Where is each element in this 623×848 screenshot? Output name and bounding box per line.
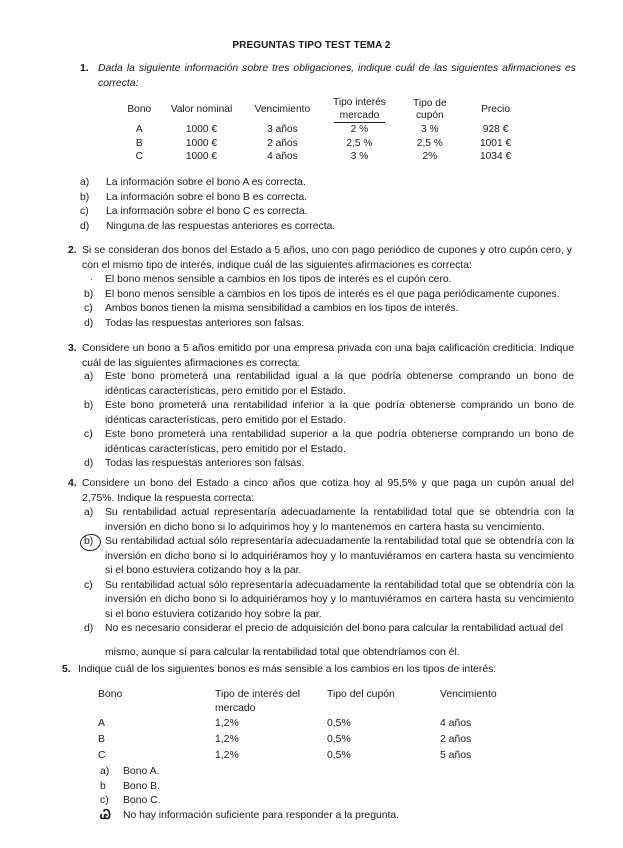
option-4d-continuation — [84, 646, 574, 661]
option-text: Bono A. — [123, 766, 160, 777]
option-text: Este bono prometerá una rentabilidad superior a la que podría obtenerse comprando un bono de idénticas características, pero emitido por el Estado. — [105, 429, 574, 455]
option-marker: a) — [100, 766, 110, 777]
option-text: Su rentabilidad actual sólo representaría adecuadamente la rentabilidad total que se obtendría con la inversión en dicho bono si lo adquiriéramos hoy y lo mantuviéramos en cartera hasta su vencimiento si el bono estuviera cotizando hoy a la par. — [105, 536, 574, 576]
question-4-stem: Considere un bono del Estado a cinco años que cotiza hoy al 95,5% y que paga un cupón anual del 2,75%. Indique la respuesta correcta: — [82, 478, 574, 504]
option-text: No hay información suficiente para responder a la pregunta. — [123, 809, 400, 821]
option-text: Su rentabilidad actual sólo representaría adecuadamente la rentabilidad total que se obtendría con la inversión en dicho bono si lo adquiriéramos hoy y lo mantuviéramos en cartera hasta su vencimiento si el bono estuviera cotizando hoy sobre la par. — [105, 579, 574, 620]
option-3d[interactable] — [84, 457, 574, 472]
cell-mercado: 3 % — [350, 151, 369, 162]
option-text: La información sobre el bono A es correcta. — [106, 177, 306, 188]
question-1-options — [80, 176, 560, 234]
header-bono: Bono — [127, 103, 152, 115]
question-2-stem: Si se consideran dos bonos del Estado a 5 años, uno con pago periódico de cupones y otro cupón cero, y con el mismo tipo de interés, indique cuál de las siguientes afirmaciones es correcta: — [82, 245, 572, 271]
header-tipo-cupon: Tipo del cupón — [327, 689, 395, 700]
option-marker: c) — [84, 303, 93, 314]
cell-vencimiento: 4 años — [440, 718, 472, 729]
option-text: Este bono prometerá una rentabilidad igual a la que podría obtenerse comprando un bono de idénticas características, pero emitido por el Estado. — [105, 371, 574, 397]
question-4-options — [84, 506, 574, 660]
cell-mercado: 2 % — [350, 124, 369, 135]
option-marker: d) — [80, 220, 90, 232]
question-1-stem: Dada la siguiente información sobre tres obligaciones, indique cuál de las siguientes afirmaciones es correcta: — [98, 63, 576, 89]
question-5-number: 5. — [62, 664, 71, 675]
option-text: Ninguna de las respuestas anteriores es correcta. — [106, 220, 336, 232]
table-row — [98, 732, 520, 748]
option-marker: d) — [84, 317, 94, 329]
cell-bono: A — [135, 124, 143, 135]
table-header-row — [118, 97, 528, 123]
option-4a[interactable] — [84, 506, 574, 535]
question-5-stem: Indique cuál de los siguientes bonos es más sensible a los cambios en los tipos de interés: — [78, 664, 497, 675]
header-tipo-interes-mercado — [215, 688, 327, 716]
cell-vencimiento: 2 años — [440, 734, 472, 745]
cell-valor: 1000 € — [185, 124, 218, 135]
question-2-options — [84, 273, 574, 331]
option-text: Bono C. — [123, 795, 161, 806]
handwritten-check-icon: Ꮚ — [100, 806, 111, 822]
cell-mercado: 2,5 % — [346, 137, 373, 149]
question-3-number: 3. — [68, 343, 77, 354]
option-text: Todas las respuestas anteriores son falsas. — [105, 458, 305, 469]
option-text: El bono menos sensible a cambios en los tipos de interés es el cupón cero. — [105, 274, 452, 285]
option-3b[interactable] — [84, 399, 574, 428]
option-marker: d) — [84, 623, 94, 634]
question-1-number: 1. — [80, 63, 89, 74]
page-title: PREGUNTAS TIPO TEST TEMA 2 — [232, 40, 391, 51]
option-2d[interactable] — [84, 317, 574, 332]
cell-vencimiento: 2 años — [267, 137, 298, 149]
cell-precio: 1001 € — [479, 137, 512, 149]
cell-precio: 928 € — [482, 124, 509, 135]
header-bono: Bono — [98, 689, 123, 700]
bond-table-1 — [118, 97, 528, 164]
option-4b[interactable] — [84, 535, 574, 579]
option-marker: b) — [80, 191, 90, 203]
cell-bono: C — [135, 151, 143, 162]
option-marker: c) — [84, 579, 93, 591]
cell-bono: A — [98, 718, 105, 729]
option-marker: b — [100, 780, 106, 792]
cell-vencimiento: 3 años — [267, 124, 298, 135]
question-2-text — [82, 244, 572, 273]
option-1d[interactable] — [80, 220, 560, 235]
header-valor-nominal: Valor nominal — [170, 103, 233, 115]
option-marker: b) — [84, 400, 94, 411]
question-3-stem: Considere un bono a 5 años emitido por una empresa privada con una baja calificación crediticia. Indique cuál de las siguientes afirmaciones es correcta: — [82, 343, 574, 369]
cell-valor: 1000 € — [185, 137, 218, 149]
option-5c[interactable] — [100, 794, 540, 809]
question-5-options — [100, 765, 540, 823]
option-text: Todas las respuestas anteriores son falsas. — [105, 317, 305, 329]
option-3a[interactable] — [84, 370, 574, 399]
question-1-text — [98, 62, 576, 91]
header-vencimiento: Vencimiento — [440, 689, 497, 700]
option-marker: a) — [84, 507, 94, 518]
option-5d[interactable] — [100, 806, 540, 824]
cell-cupon: 2,5 % — [416, 137, 443, 149]
header-tipo-interes-line2: mercado — [334, 110, 386, 124]
header-tipo-cupon-line1: Tipo de — [413, 97, 447, 109]
option-4c[interactable] — [84, 579, 574, 623]
option-marker: d) — [84, 458, 94, 469]
table-row — [118, 123, 528, 137]
cell-cupon: 0,5% — [327, 750, 351, 761]
header-tipo-line2: mercado — [215, 703, 256, 714]
cell-mercado: 1,2% — [215, 718, 239, 729]
option-text: La información sobre el bono B es correcta. — [106, 191, 307, 203]
option-marker: a) — [80, 177, 90, 188]
question-2-number: 2. — [68, 245, 77, 256]
header-tipo-cupon-line2: cupón — [415, 110, 444, 121]
table-row — [118, 150, 528, 164]
option-text: La información sobre el bono C es correcta. — [106, 206, 308, 217]
option-2b[interactable] — [84, 288, 574, 303]
header-precio: Precio — [481, 103, 510, 115]
cell-bono: C — [98, 750, 106, 761]
header-tipo-interes-line1: Tipo interés — [333, 97, 386, 108]
option-4d[interactable] — [84, 622, 574, 637]
cell-mercado: 1,2% — [215, 734, 239, 745]
option-text: Este bono prometerá una rentabilidad inferior a la que podría obtenerse comprando un bono de idénticas características, pero emitido por el Estado. — [105, 400, 574, 426]
option-5b[interactable] — [100, 780, 540, 795]
cell-bono: B — [98, 734, 105, 745]
header-vencimiento: Vencimiento — [254, 103, 311, 115]
option-text: Su rentabilidad actual representaría adecuadamente la rentabilidad total que se obtendría con la inversión en dicho bono si lo adquirimos hoy y lo mantenemos en cartera hasta su vencimiento. — [105, 507, 574, 533]
option-text: No es necesario considerar el precio de adquisición del bono para calcular la rentabilidad actual del — [105, 623, 564, 634]
option-text: Ambos bonos tienen la misma sensibilidad a cambios en los tipos de interés. — [105, 303, 459, 314]
option-1b[interactable] — [80, 191, 560, 206]
option-text: Bono B. — [123, 780, 160, 792]
option-marker: a) — [84, 371, 94, 382]
cell-bono: B — [135, 137, 143, 149]
option-marker: b) — [84, 536, 94, 547]
cell-cupon: 0,5% — [327, 734, 351, 745]
option-marker: c) — [100, 795, 109, 806]
cell-cupon: 3 % — [421, 124, 439, 135]
cell-mercado: 1,2% — [215, 750, 239, 761]
cell-vencimiento: 5 años — [440, 750, 472, 761]
bond-table-5 — [98, 688, 520, 764]
option-1c[interactable] — [80, 205, 560, 220]
header-tipo-line1: Tipo de interés del — [215, 689, 301, 700]
table-row — [118, 137, 528, 151]
cell-cupon: 0,5% — [327, 718, 351, 729]
cell-valor: 1000 € — [185, 151, 218, 162]
option-text: El bono menos sensible a cambios en los tipos de interés es el que paga periódicamente cupones. — [105, 288, 560, 300]
option-2c[interactable] — [84, 302, 574, 317]
cell-cupon: 2% — [422, 151, 438, 162]
header-tipo-interes-mercado — [322, 97, 396, 123]
option-marker: b) — [84, 288, 94, 300]
question-3-text — [82, 342, 574, 371]
question-3-options — [84, 370, 574, 472]
option-marker: c) — [80, 206, 89, 217]
cell-vencimiento: 4 años — [267, 151, 298, 162]
option-marker: c) — [84, 429, 93, 440]
option-1a[interactable] — [80, 176, 560, 191]
question-5-text — [78, 663, 568, 678]
option-marker: · — [90, 274, 94, 285]
table-row — [98, 716, 520, 732]
table-row — [98, 748, 520, 764]
option-text: mismo, aunque sí para calcular la rentabilidad total que obtendríamos con él. — [105, 646, 460, 658]
option-2a[interactable] — [84, 273, 574, 288]
question-4-number: 4. — [68, 478, 77, 489]
option-3c[interactable] — [84, 428, 574, 457]
cell-precio: 1034 € — [479, 151, 512, 162]
header-tipo-cupon — [397, 97, 464, 123]
question-4-text — [82, 477, 574, 506]
table-header-row — [98, 688, 520, 716]
option-5a[interactable] — [100, 765, 540, 780]
